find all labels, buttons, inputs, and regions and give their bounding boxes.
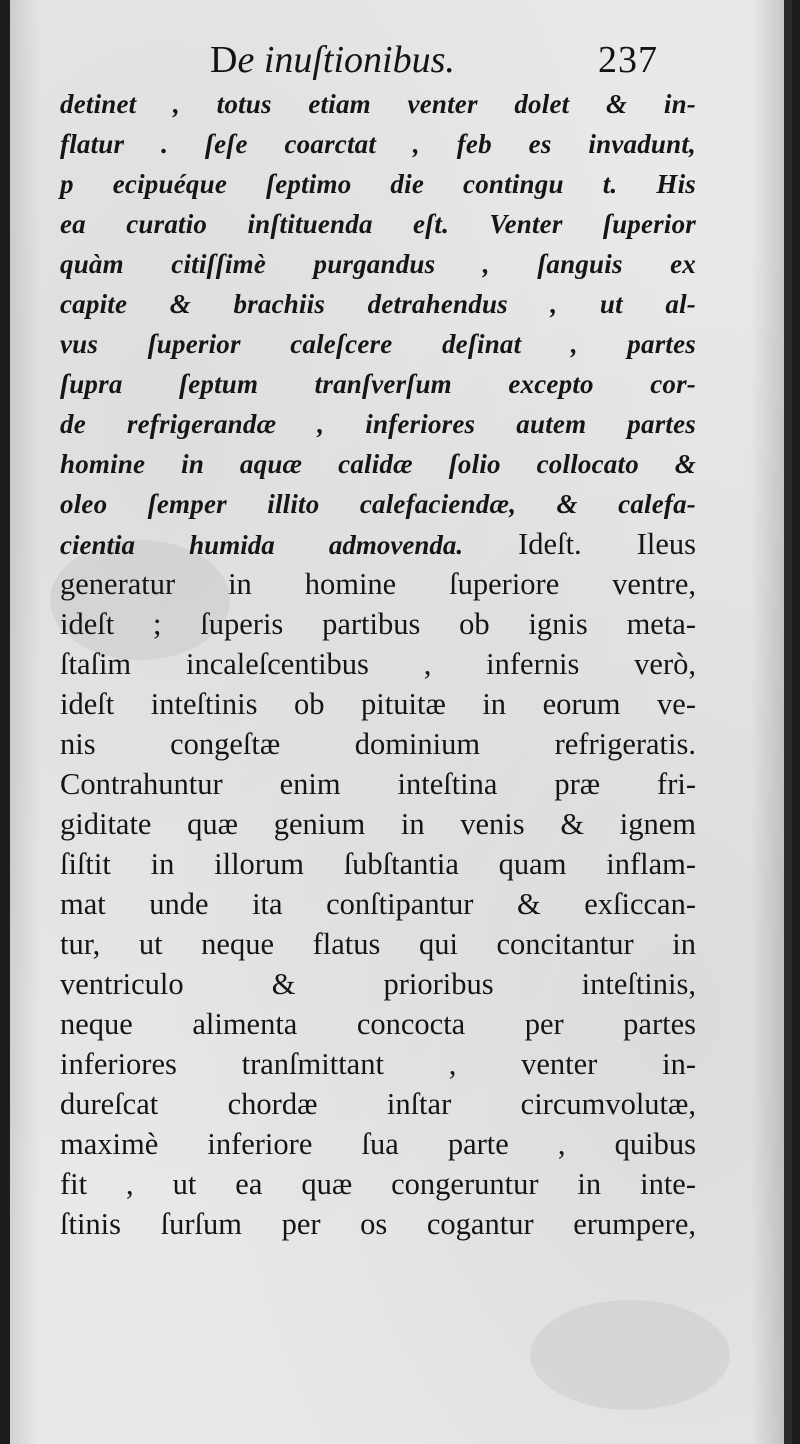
text-line: tur, ut neque flatus qui concitantur in [60, 927, 696, 961]
roman-segment: Ideſt. Ileus [463, 527, 696, 561]
text-line: ſtaſim incaleſcentibus , infernis verò, [60, 647, 696, 681]
text-line: ideſt inteſtinis ob pituitæ in eorum ve- [60, 687, 696, 721]
text-line: capite & brachiis detrahendus , ut al- [60, 289, 696, 319]
page-number: 237 [598, 39, 658, 81]
text-line: Contrahuntur enim inteſtina præ fri- [60, 767, 696, 801]
text-line: vus ſuperior caleſcere deſinat , partes [60, 329, 696, 359]
page-header [10, 38, 792, 88]
text-line: ſiſtit in illorum ſubſtantia quam inflam- [60, 847, 696, 881]
text-line: fit , ut ea quæ congeruntur in inte- [60, 1167, 696, 1201]
text-line: ideſt ; ſuperis partibus ob ignis meta- [60, 607, 696, 641]
text-line: giditate quæ genium in venis & ignem [60, 807, 696, 841]
text-line: dureſcat chordæ inſtar circumvolutæ, [60, 1087, 696, 1121]
text-line: ſupra ſeptum tranſverſum excepto cor- [60, 369, 696, 399]
text-line: neque alimenta concocta per partes [60, 1007, 696, 1041]
text-line: mat unde ita conſtipantur & exſiccan- [60, 887, 696, 921]
book-page [10, 0, 792, 1444]
text-line: inferiores tranſmittant , venter in- [60, 1047, 696, 1081]
text-line: flatur . ſeſe coarctat , feb es invadunt, [60, 129, 696, 159]
text-line [60, 524, 696, 564]
text-line: maximè inferiore ſua parte , quibus [60, 1127, 696, 1161]
text-line: generatur in homine ſuperiore ventre, [60, 567, 696, 601]
text-line: quàm citiſſimè purgandus , ſanguis ex [60, 249, 696, 279]
text-line: oleo ſemper illito calefaciendæ, & calefa- [60, 489, 696, 519]
italic-segment: cientia humida admovenda. [60, 530, 464, 560]
body-text [60, 84, 696, 1244]
running-head-text: e inuſtionibus. [237, 39, 455, 81]
paper-stain [530, 1300, 730, 1410]
running-head-initial: D [210, 39, 238, 81]
running-head [210, 38, 455, 82]
text-line: de refrigerandæ , inferiores autem partes [60, 409, 696, 439]
text-line: homine in aquæ calidæ ſolio collocato & [60, 449, 696, 479]
text-line: ventriculo & prioribus inteſtinis, [60, 967, 696, 1001]
text-line: detinet , totus etiam venter dolet & in- [60, 89, 696, 119]
text-line: ea curatio inſtituenda eſt. Venter ſuperior [60, 209, 696, 239]
page-edge-shadow [784, 0, 792, 1444]
text-line: ſtinis ſurſum per os cogantur erumpere, [60, 1207, 696, 1241]
text-line: nis congeſtæ dominium refrigeratis. [60, 727, 696, 761]
text-line: p ecipuéque ſeptimo die contingu t. His [60, 169, 696, 199]
